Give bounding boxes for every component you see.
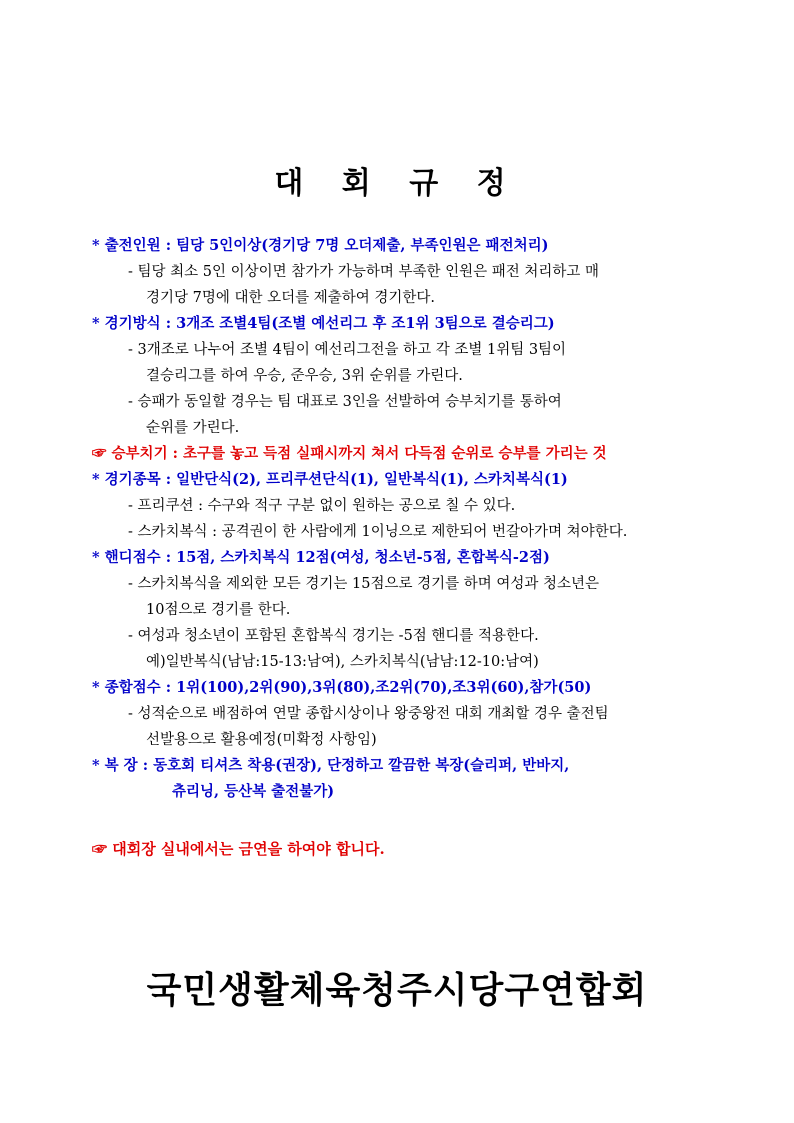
rule-item-continued: 예)일반복식(남남:15-13:남여), 스카치복식(남남:12-10:남여) [146, 654, 539, 670]
rule-heading: * 핸디점수 : 15점, 스카치복식 12점(여성, 청소년-5점, 혼합복식-2점) [92, 549, 550, 566]
no-smoking-notice: ☞ 대회장 실내에서는 금연을 하여야 합니다. [92, 840, 385, 858]
rule-heading: * 출전인원 : 팀당 5인이상(경기당 7명 오더제출, 부족인원은 패전처리) [92, 237, 549, 254]
rule-heading: * 복 장 : 동호회 티셔츠 착용(권장), 단정하고 깔끔한 복장(슬리퍼, 반바지, [92, 757, 570, 774]
rule-heading: * 경기방식 : 3개조 조별4팀(조별 예선리그 후 조1위 3팀으로 결승리그) [92, 315, 555, 332]
rule-note: ☞ 승부치기 : 초구를 놓고 득점 실패시까지 쳐서 다득점 순위로 승부를 가리는 것 [92, 445, 607, 462]
rule-item: - 스카치복식을 제외한 모든 경기는 15점으로 경기를 하며 여성과 청소년은 [128, 576, 600, 592]
rule-heading: * 종합점수 : 1위(100),2위(90),3위(80),조2위(70),조3위(60),참가(50) [92, 679, 592, 696]
rule-item-continued: 경기당 7명에 대한 오더를 제출하여 경기한다. [146, 290, 436, 306]
rule-item: - 성적순으로 배점하여 연말 종합시상이나 왕중왕전 대회 개최할 경우 출전팀 [128, 706, 609, 722]
rule-item: - 스카치복식 : 공격권이 한 사람에게 1이닝으로 제한되어 번갈아가며 쳐야한다. [128, 524, 628, 540]
rule-item-continued: 10점으로 경기를 한다. [146, 602, 291, 618]
rules-list [92, 233, 752, 805]
rule-item: - 3개조로 나누어 조별 4팀이 예선리그전을 하고 각 조별 1위팀 3팀이 [128, 342, 567, 358]
rule-item-continued: 선발용으로 활용예정(미확정 사항임) [146, 732, 377, 748]
rule-item-continued: 결승리그를 하여 우승, 준우승, 3위 순위를 가린다. [146, 368, 463, 384]
rule-item: - 여성과 청소년이 포함된 혼합복식 경기는 -5점 핸디를 적용한다. [128, 628, 539, 644]
rule-item: - 프리쿠션 : 수구와 적구 구분 없이 원하는 공으로 칠 수 있다. [128, 498, 516, 514]
rule-item: - 승패가 동일할 경우는 팀 대표로 3인을 선발하여 승부치기를 통하여 [128, 394, 562, 410]
rule-item-continued: 순위를 가린다. [146, 420, 240, 436]
organization-name: 국민생활체육청주시당구연합회 [146, 969, 648, 1011]
rule-item: - 팀당 최소 5인 이상이면 참가가 가능하며 부족한 인원은 패전 처리하고 매 [128, 264, 600, 280]
page-title: 대 회 규 정 [274, 166, 520, 201]
rule-heading: * 경기종목 : 일반단식(2), 프리쿠션단식(1), 일반복식(1), 스카치복식(1) [92, 471, 568, 488]
rule-heading-continued: 츄리닝, 등산복 출전불가) [172, 783, 335, 800]
